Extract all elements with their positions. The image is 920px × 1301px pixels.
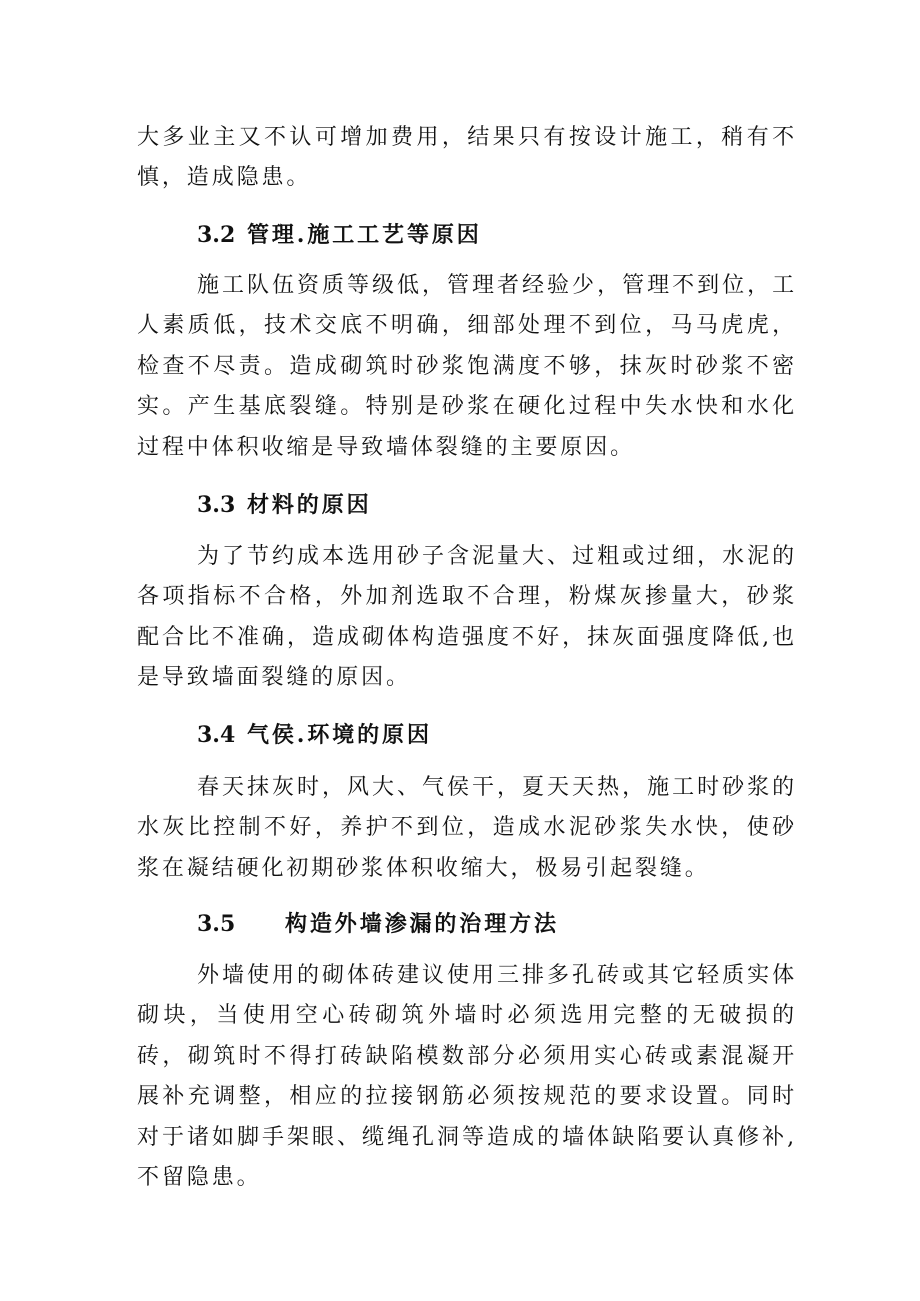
- heading-3-3: [197, 490, 372, 520]
- heading-title: 气侯.环境的原因: [247, 722, 432, 748]
- heading-title: 构造外墙渗漏的治理方法: [285, 911, 559, 937]
- heading-3-5: [197, 909, 559, 939]
- heading-3-4: [197, 720, 432, 750]
- paragraph-treatment-method: 外墙使用的砌体砖建议使用三排多孔砖或其它轻质实体砌块，当使用空心砖砌筑外墙时必须选用完整的无破损的砖，砌筑时不得打砖缺陷模数部分必须用实心砖或素混凝开展补充调整，相应的拉接钢筋必须按规范的要求设置。同时对于诸如脚手架眼、缆绳孔洞等造成的墙体缺陷要认真修补,不留隐患。: [137, 963, 797, 1191]
- heading-number: 3.4: [197, 722, 236, 748]
- heading-title: 材料的原因: [247, 492, 372, 518]
- heading-number: 3.2: [197, 222, 236, 248]
- paragraph-climate: 春天抹灰时，风大、气侯干，夏天天热，施工时砂浆的水灰比控制不好，养护不到位，造成水泥砂浆失水快，使砂浆在凝结硬化初期砂浆体积收缩大，极易引起裂缝。: [137, 775, 797, 881]
- heading-title: 管理.施工工艺等原因: [247, 222, 482, 248]
- heading-number: 3.3: [197, 492, 236, 518]
- paragraph-materials: 为了节约成本选用砂子含泥量大、过粗或过细，水泥的各项指标不合格，外加剂选取不合理，粉煤灰掺量大，砂浆配合比不准确，造成砌体构造强度不好，抹灰面强度降低,也是导致墙面裂缝的原因。: [137, 544, 797, 691]
- paragraph-continuation: 大多业主又不认可增加费用，结果只有按设计施工，稍有不慎，造成隐患。: [137, 125, 797, 191]
- paragraph-management: 施工队伍资质等级低，管理者经验少，管理不到位，工人素质低，技术交底不明确，细部处理不到位，马马虎虎，检查不尽责。造成砌筑时砂浆饱满度不够，抹灰时砂浆不密实。产生基底裂缝。特别是砂浆在硬化过程中失水快和水化过程中体积收缩是导致墙体裂缝的主要原因。: [137, 273, 797, 460]
- heading-number: 3.5: [197, 911, 236, 937]
- heading-3-2: [197, 220, 482, 250]
